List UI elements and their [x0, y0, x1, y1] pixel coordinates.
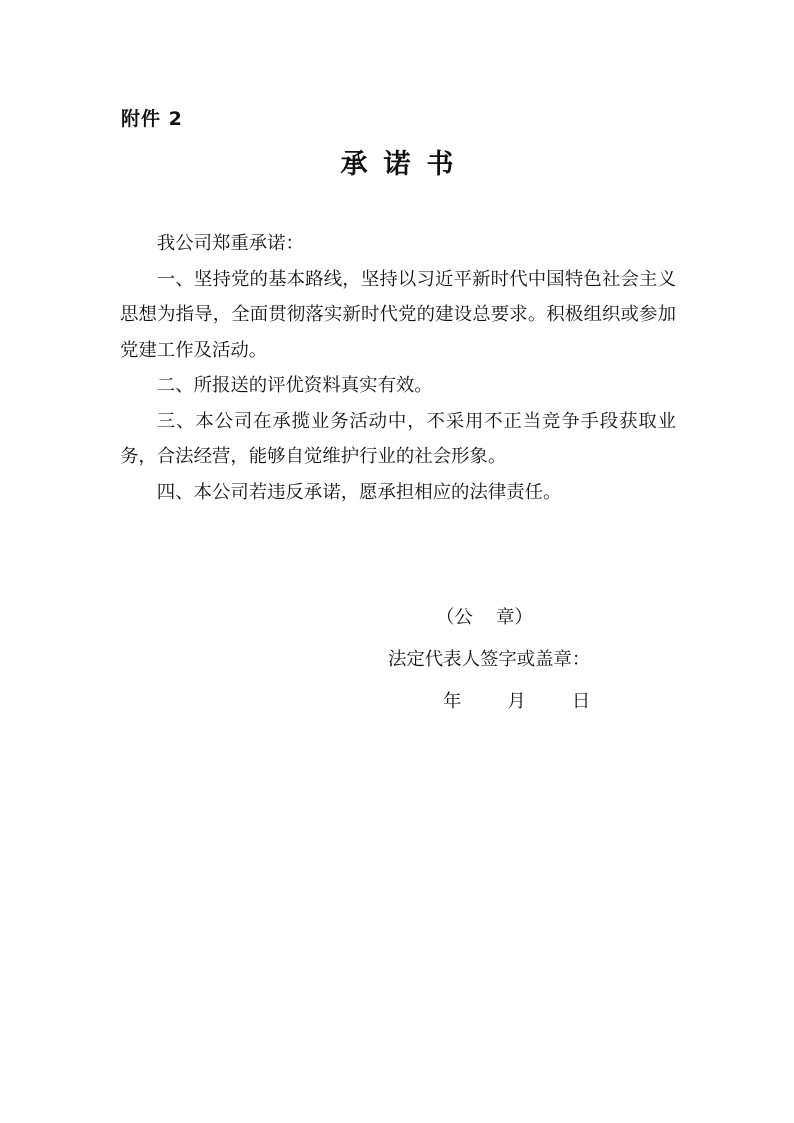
document-body [120, 226, 676, 510]
paragraph-item-3: 三、本公司在承揽业务活动中，不采用不正当竞争手段获取业务，合法经营，能够自觉维护行业的社会形象。 [120, 410, 676, 467]
seal-label: （公 章） [436, 607, 533, 628]
paragraph-item-1: 一、坚持党的基本路线，坚持以习近平新时代中国特色社会主义思想为指导，全面贯彻落实新时代党的建设总要求。积极组织或参加党建工作及活动。 [120, 268, 676, 361]
date-month: 月 [507, 691, 526, 712]
signature-label: 法定代表人签字或盖章： [388, 649, 591, 670]
paragraph-item-2: 二、所报送的评优资料真实有效。 [156, 375, 433, 396]
date-line [443, 687, 590, 713]
paragraph-item-4: 四、本公司若违反承诺，愿承担相应的法律责任。 [156, 481, 562, 503]
paragraph-intro: 我公司郑重承诺： [156, 233, 304, 254]
date-day: 日 [571, 691, 591, 712]
document-title: 承诺书 [340, 149, 470, 180]
attachment-label: 附件 2 [121, 108, 183, 130]
date-year: 年 [443, 691, 462, 712]
